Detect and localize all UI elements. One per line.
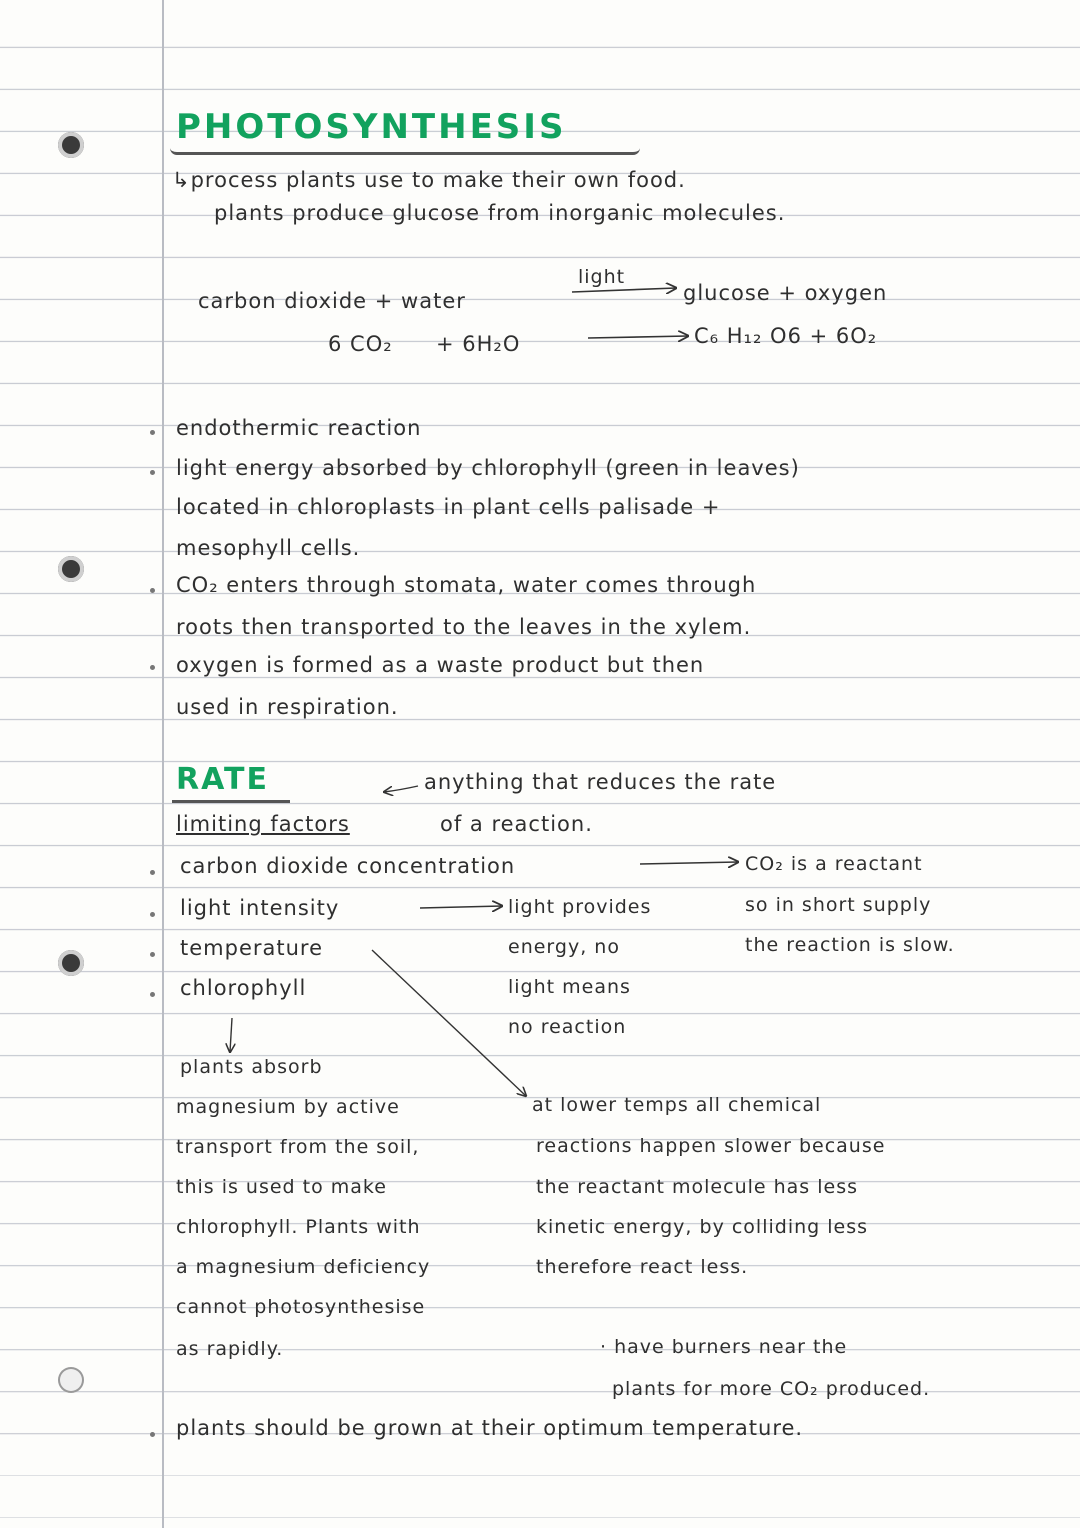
equation-word-right: glucose + oxygen [683, 281, 888, 305]
rate-definition-1: anything that reduces the rate [424, 770, 777, 794]
temperature-note-1: at lower temps all chemical [532, 1094, 822, 1116]
equation-symbol-right: C₆ H₁₂ O6 + 6O₂ [694, 324, 878, 348]
factor-light: light intensity [180, 896, 340, 920]
equation-arrow-symbol [588, 336, 688, 338]
chlorophyll-note-4: this is used to make [176, 1176, 387, 1198]
intro-line-2: plants produce glucose from inorganic molecules. [214, 201, 786, 225]
co2-note-2: so in short supply [745, 894, 932, 916]
equation-word-left: carbon dioxide + water [198, 289, 466, 313]
chlorophyll-note-8: as rapidly. [176, 1338, 284, 1360]
note-light-energy-2: located in chloroplasts in plant cells palisade + [176, 495, 721, 519]
co2-note-1: CO₂ is a reactant [745, 853, 923, 875]
temperature-arrow [372, 950, 526, 1096]
temperature-note-2: reactions happen slower because [536, 1135, 886, 1157]
note-light-energy-1: light energy absorbed by chlorophyll (green in leaves) [176, 456, 800, 480]
factor-chlorophyll: chlorophyll [180, 976, 307, 1000]
factor-temperature: temperature [180, 936, 323, 960]
temperature-note-5: therefore react less. [536, 1256, 749, 1278]
equation-arrow-word [572, 288, 676, 292]
light-arrow [420, 906, 502, 908]
chlorophyll-note-3: transport from the soil, [176, 1136, 420, 1158]
chlorophyll-note-5: chlorophyll. Plants with [176, 1216, 421, 1238]
chlorophyll-arrow [230, 1018, 232, 1052]
co2-note-3: the reaction is slow. [745, 934, 955, 956]
note-light-energy-3: mesophyll cells. [176, 536, 361, 560]
light-note-2: energy, no [508, 936, 620, 958]
burners-note-2: plants for more CO₂ produced. [612, 1378, 931, 1400]
chlorophyll-note-2: magnesium by active [176, 1096, 400, 1118]
light-note-3: light means [508, 976, 631, 998]
equation-symbol-left-b: + 6H₂O [436, 332, 521, 356]
equation-condition: light [578, 266, 626, 288]
light-note-4: no reaction [508, 1016, 627, 1038]
factor-co2: carbon dioxide concentration [180, 854, 516, 878]
light-note-1: light provides [508, 896, 652, 918]
chlorophyll-note-6: a magnesium deficiency [176, 1256, 431, 1278]
page-title: PHOTOSYNTHESIS [176, 107, 567, 147]
note-co2-1: CO₂ enters through stomata, water comes through [176, 573, 757, 597]
temperature-note-4: kinetic energy, by colliding less [536, 1216, 869, 1238]
temperature-note-3: the reactant molecule has less [536, 1176, 859, 1198]
optimum-note: plants should be grown at their optimum temperature. [176, 1416, 804, 1440]
chlorophyll-note-7: cannot photosynthesise [176, 1296, 426, 1318]
note-co2-2: roots then transported to the leaves in the xylem. [176, 615, 752, 639]
chlorophyll-note-1: plants absorb [180, 1056, 323, 1078]
burners-note-1: · have burners near the [600, 1336, 848, 1358]
note-oxygen-2: used in respiration. [176, 695, 399, 719]
rate-heading: RATE [176, 762, 269, 797]
note-endothermic: endothermic reaction [176, 416, 422, 440]
note-oxygen-1: oxygen is formed as a waste product but then [176, 653, 705, 677]
limiting-factors-label: limiting factors [176, 812, 350, 836]
rate-definition-2: of a reaction. [440, 812, 593, 836]
definition-arrow [384, 786, 418, 792]
co2-arrow [640, 862, 738, 864]
intro-line-1: ↳process plants use to make their own food. [172, 168, 686, 192]
equation-symbol-left-a: 6 CO₂ [328, 332, 393, 356]
